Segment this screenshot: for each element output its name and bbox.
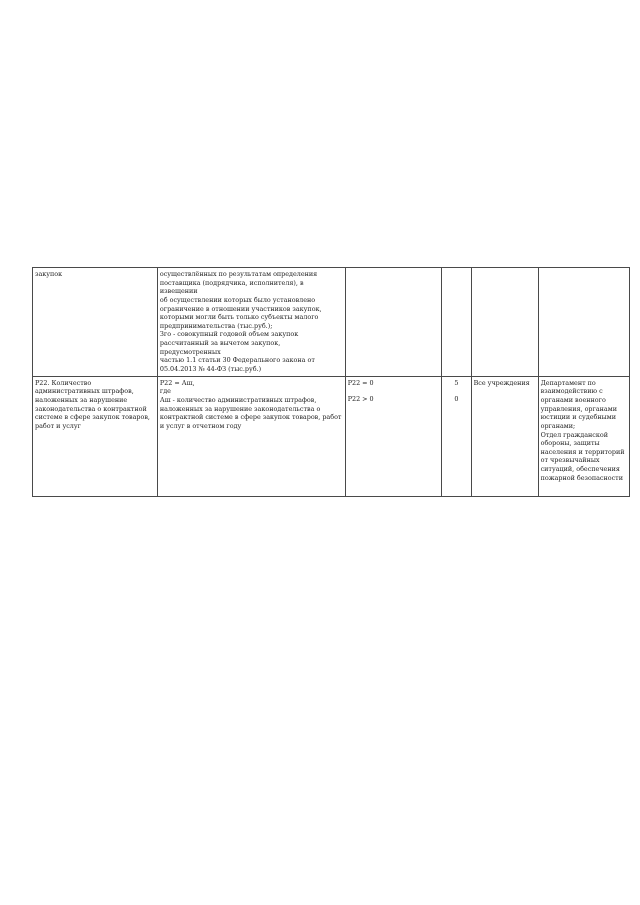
table-row [33,268,630,377]
criterion-name-cell [33,268,158,377]
formula-line: которыми могли быть только субъекты малого [159,313,319,322]
formula-cell [157,376,345,496]
score-value: 0 [454,395,459,404]
formula-line: 05.04.2013 № 44-ФЗ (тыс.руб.) [159,365,262,374]
formula-line: частью 1.1 статьи 30 Федерального закона от [159,356,315,365]
score-cell [442,268,471,377]
formula-line: Зго - совокупный годовой объем закупок [159,330,299,339]
responsible-text: Отдел гражданской обороны, защиты населения и территорий от чрезвычайных ситуаций, обеспечения пожарной безопасности [540,430,625,482]
responsible-cell [538,376,629,496]
condition-cell [345,268,441,377]
criterion-name-text: закупок [35,270,63,278]
formula-line: осуществлённых по результатам определения [159,270,318,278]
institutions-cell [471,268,538,377]
formula-cell [157,268,345,377]
formula-line: предпринимательства (тыс.руб.); [159,321,273,330]
score-value: 5 [454,378,459,387]
condition-text: Р22 = 0 [347,378,374,387]
table-row [33,376,630,496]
criterion-name-text: Р22. Количество административных штрафов, наложенных за нарушение законодательства о контрактной системе в сфере закупок товаров, работ и услуг [35,378,150,430]
formula-description: Аш - количество административных штрафов, наложенных за нарушение законодательства о контрактной системе в сфере закупок товаров, работ и услуг в отчетном году [159,395,342,430]
condition-cell [345,376,441,496]
responsible-cell [538,268,629,377]
institutions-text: Все учреждения [473,378,530,387]
criterion-name-cell [33,376,158,496]
formula-line: рассчитанный за вычетом закупок, предусмотренных [159,339,281,356]
criteria-table [32,267,630,497]
formula-line: поставщика (подрядчика, исполнителя), в извещении [159,278,304,296]
condition-text: Р22 > 0 [347,395,374,404]
score-cell [442,376,471,496]
responsible-text: Департамент по взаимодействию с органами военного управления, органами юстиции и судебными органами; [540,378,617,430]
formula-line: об осуществлении которых было установлено [159,295,316,304]
formula-text: Р22 = Аш, [159,378,195,387]
formula-line: ограничение в отношении участников закупок, [159,304,322,313]
institutions-cell [471,376,538,496]
where-text: где [159,387,171,396]
